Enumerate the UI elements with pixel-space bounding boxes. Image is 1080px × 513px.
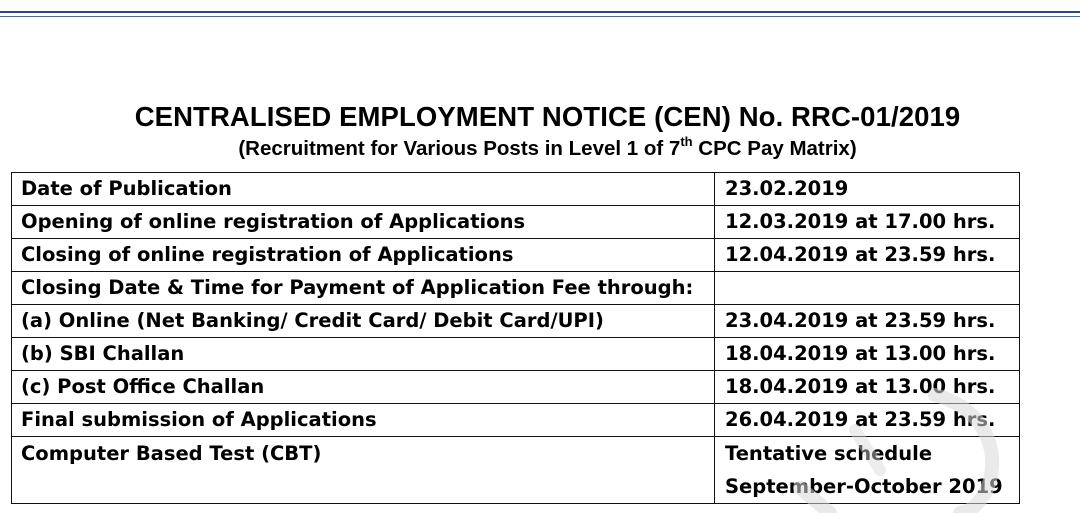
row-value: 18.04.2019 at 13.00 hrs. [715,338,1020,371]
notice-title: CENTRALISED EMPLOYMENT NOTICE (CEN) No. RRC-01/2019 [134,101,961,132]
row-label: Closing Date & Time for Payment of Application Fee through: [12,272,715,305]
row-label: (a) Online (Net Banking/ Credit Card/ Debit Card/UPI) [12,305,715,338]
row-label: Date of Publication [12,173,715,206]
table-row [12,371,1020,404]
row-value-line-1: Tentative schedule [725,442,933,465]
table-row [12,173,1020,206]
row-value: 26.04.2019 at 23.59 hrs. [715,404,1020,437]
row-value: 23.04.2019 at 23.59 hrs. [715,305,1020,338]
row-value: 12.04.2019 at 23.59 hrs. [715,239,1020,272]
schedule-table [11,172,1020,504]
header-rule-bottom [0,16,1080,17]
subtitle-prefix: (Recruitment for Various Posts in Level 1 of 7 [238,137,681,160]
table-row [12,338,1020,371]
table-row [12,272,1020,305]
row-value: 23.02.2019 [715,173,1020,206]
table-row [12,437,1020,504]
subtitle-suffix: CPC Pay Matrix) [692,137,857,160]
row-label-text: Computer Based Test (CBT) [21,442,322,465]
row-value [715,272,1020,305]
table-row [12,305,1020,338]
header-rule-top [0,11,1080,13]
row-label: Closing of online registration of Applications [12,239,715,272]
row-label: (b) SBI Challan [12,338,715,371]
row-value: 18.04.2019 at 13.00 hrs. [715,371,1020,404]
row-value: 12.03.2019 at 17.00 hrs. [715,206,1020,239]
row-label: Final submission of Applications [12,404,715,437]
table-row [12,404,1020,437]
table-row [12,239,1020,272]
row-label [12,437,715,504]
row-label: (c) Post Office Challan [12,371,715,404]
subtitle-superscript: th [680,134,693,150]
row-value-line-2: September-October 2019 [725,475,1003,498]
row-value [715,437,1020,504]
notice-subtitle [0,136,1080,162]
row-label: Opening of online registration of Applications [12,206,715,239]
table-row [12,206,1020,239]
